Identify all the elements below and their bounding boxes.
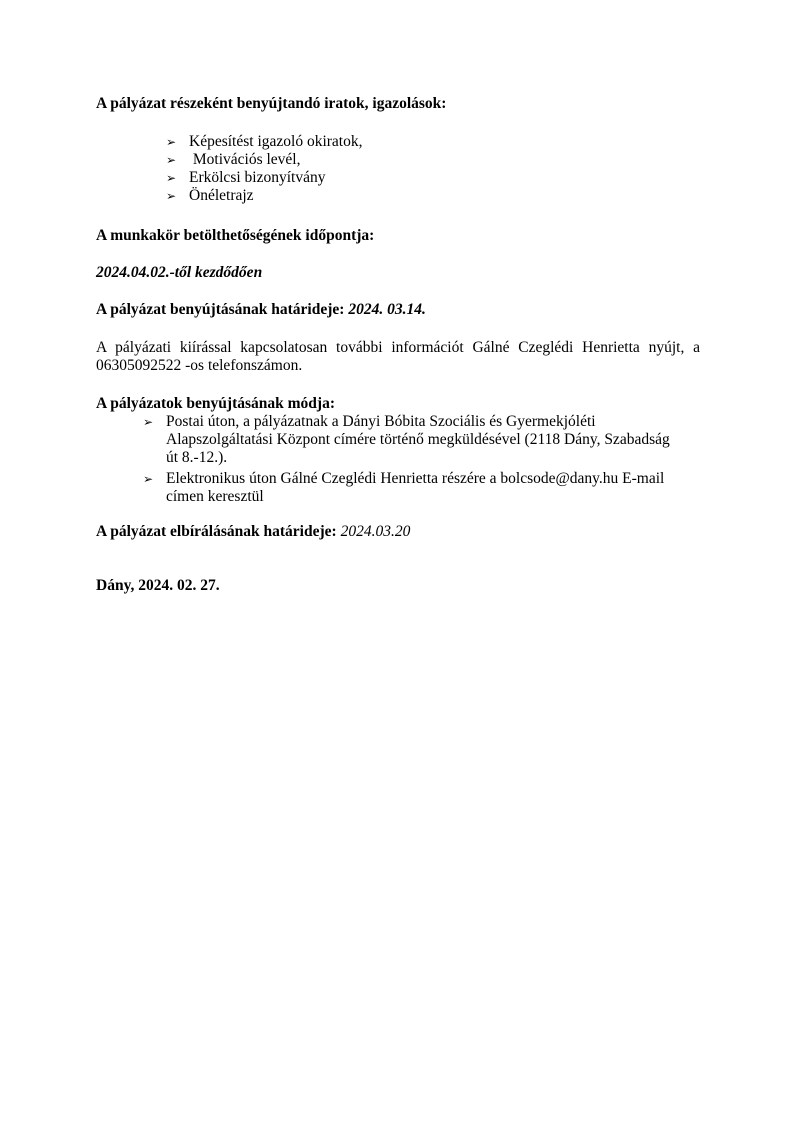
list-item bbox=[166, 187, 362, 205]
start-date: 2024.04.02.-től kezdődően bbox=[96, 264, 263, 281]
list-item-text: Önéletrajz bbox=[189, 187, 254, 204]
arrow-bullet-icon: ➢ bbox=[143, 415, 154, 429]
deadline-label: A pályázat benyújtásának határideje: bbox=[96, 301, 349, 318]
submission-heading: A pályázatok benyújtásának módja: bbox=[96, 395, 335, 412]
list-item-line: Postai úton, a pályázatnak a Dányi Bóbita Szociális és Gyermekjóléti bbox=[166, 413, 596, 430]
list-item-text: Motivációs levél, bbox=[189, 151, 301, 168]
start-heading: A munkakör betölthetőségének időpontja: bbox=[96, 227, 375, 244]
submission-deadline bbox=[96, 301, 700, 319]
info-line-1: A pályázati kiírással kapcsolatosan további információt Gálné Czeglédi Henrietta nyújt, a bbox=[96, 339, 700, 356]
list-item bbox=[166, 133, 362, 151]
arrow-bullet-icon: ➢ bbox=[166, 135, 177, 149]
evaluation-deadline bbox=[96, 523, 700, 541]
submission-list bbox=[143, 413, 703, 506]
place-and-date: Dány, 2024. 02. 27. bbox=[96, 577, 220, 594]
arrow-bullet-icon: ➢ bbox=[166, 171, 177, 185]
arrow-bullet-icon: ➢ bbox=[166, 189, 177, 203]
list-item-line: Elektronikus úton Gálné Czeglédi Henrietta részére a bolcsode@dany.hu E-mail bbox=[166, 470, 665, 487]
list-item-line: címen keresztül bbox=[166, 488, 264, 505]
info-line-2: 06305092522 -os telefonszámon. bbox=[96, 357, 303, 374]
list-item-line: Alapszolgáltatási Központ címére történő megküldésével (2118 Dány, Szabadság bbox=[166, 431, 670, 448]
list-item bbox=[166, 151, 362, 169]
documents-list bbox=[166, 133, 362, 205]
list-item-line: út 8.-12.). bbox=[166, 449, 228, 466]
evaluation-label: A pályázat elbírálásának határideje: bbox=[96, 523, 341, 540]
list-item-text: Képesítést igazoló okiratok, bbox=[189, 133, 363, 150]
list-item-text: Erkölcsi bizonyítvány bbox=[189, 169, 326, 186]
arrow-bullet-icon: ➢ bbox=[143, 472, 154, 486]
arrow-bullet-icon: ➢ bbox=[166, 153, 177, 167]
evaluation-value: 2024.03.20 bbox=[340, 523, 411, 540]
list-item bbox=[143, 470, 703, 506]
documents-heading: A pályázat részeként benyújtandó iratok, igazolások: bbox=[96, 95, 447, 112]
list-item bbox=[166, 169, 362, 187]
deadline-value: 2024. 03.14. bbox=[348, 301, 426, 318]
list-item bbox=[143, 413, 703, 467]
